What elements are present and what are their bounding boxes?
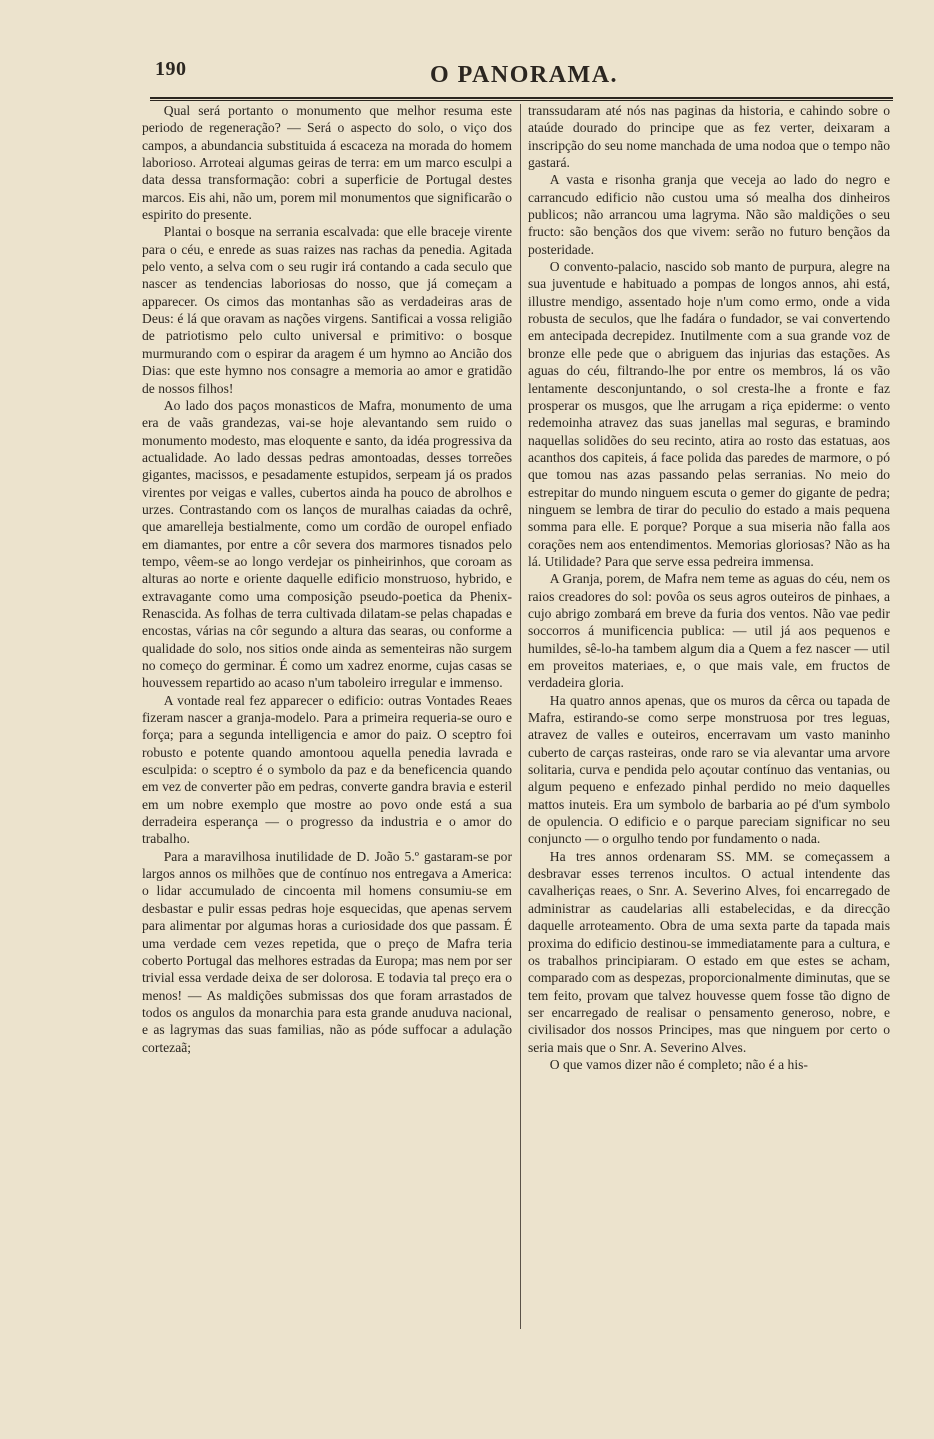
paragraph: A vontade real fez apparecer o edificio: outras Vontades Reaes fizeram nascer a granja-modelo. Para a primeira requeria-se ouro e força; para a segunda intelligencia e amor do paiz. O sceptro foi robusto e potente quando amontoou aquella penedia lavrada e esculpida: o sceptro é o symbolo da paz e da beneficencia quando em vez de converter pão em pedras, converte gandra bravia e esteril em um nobre exemplo que mostre ao povo onde está a sua derradeira esperança — o progresso da industria e o amor do trabalho. (142, 692, 512, 847)
paragraph: Ha tres annos ordenaram SS. MM. se começassem a desbravar esses terrenos incultos. O actual intendente das cavalheriças reaes, o Snr. A. Severino Alves, foi encarregado de administrar as caudelarias alli estabelecidas, e da direcção daquelle arroteamento. Obra de uma sexta parte da tapada mais proxima do edificio destinou-se immediatamente para a cultura, e os trabalhos principiaram. O estado em que estes se acham, comparado com as despezas, proporcionalmente diminutas, que se tem feito, provam que talvez houvesse quem fosse tão digno de ser encarregado de realisar o pensamento generoso, nobre, e civilisador dos nossos Principes, mas que ninguem por certo o seria mais que o Snr. A. Severino Alves. (528, 848, 890, 1055)
paragraph: A vasta e risonha granja que veceja ao lado do negro e carrancudo edificio não custou uma só mealha dos dinheiros publicos; não arrancou uma lagryma. Não são maldições o seu fructo: são bençãos dos que vivem: serão no futuro bençãos da posteridade. (528, 172, 890, 257)
header-rule-thin (150, 100, 893, 101)
paragraph: O que vamos dizer não é completo; não é a his- (549, 1056, 808, 1072)
paragraph: Para a maravilhosa inutilidade de D. João 5.º gastaram-se por largos annos os milhões que de contínuo nos entregava a America: o lidar accumulado de cincoenta mil homens consumiu-se em desbastar e pulir essas pedras hoje esquecidas, que apenas servem para alimentar por algumas horas a curiosidade dos que passam. É uma verdade cem vezes repetida, que o preço de Mafra teria coberto Portugal das melhores estradas da Europa; mas nem por ser trivial essa verdade deixa de ser dolorosa. E todavia tal preço era o menos! — As maldições submissas dos que foram arrastados de todos os angulos da monarchia para esta grande anuduva nacional, e as lagrymas das suas familias, não as póde suffocar a adulação cortezaã; (142, 848, 512, 1055)
paragraph: Plantai o bosque na serrania escalvada: que elle braceje virente para o céu, e enrede as suas raizes nas rachas da penedia. Agitada pelo vento, a selva com o seu rugir irá contando a cada seculo que nascer as tendencias laboriosas do nosso, que já começam a apparecer. Os cimos das montanhas são as verdadeiras aras de Deus: é lá que oravam as nações virgens. Santificai a vossa religião de patriotismo pelo culto universal e primitivo: o bosque murmurando com o espirar da aragem é um hymno ao Ancião dos Dias: que este hymno nos consagre a memoria ao amor e gratidão de nossos filhos! (142, 224, 512, 396)
paragraph: A Granja, porem, de Mafra nem teme as aguas do céu, nem os raios creadores do sol: povôa os seus agros outeiros de pinhaes, a cujo abrigo zombará em breve da furia dos ventos. Não vae pedir soccorros á munificencia publica: — util já aos pequenos e humildes, sê-lo-ha tambem algum dia a Quem a fez nascer — util em proveitos materiaes, e, o que mais vale, em fructos de verdadeira gloria. (528, 571, 890, 691)
column-divider (520, 104, 521, 1329)
header-rule-thick (150, 97, 893, 99)
paragraph: Ha quatro annos apenas, que os muros da cêrca ou tapada de Mafra, estirando-se como serpe monstruosa por tres leguas, atravez de valles e outeiros, encerravam um vasto maninho cuberto de carças rasteiras, onde raro se via alevantar uma arvore solitaria, curva e pendida pelo açoutar contínuo das ventanias, ou algum pequeno e enfezado pinhal perdido no meio daquelles mattos inuteis. Era um symbolo de barbaria ao pé d'um symbolo de opulencia. O edificio e o parque pareciam significar no seu conjuncto — o orgulho tendo por fundamento o nada. (528, 692, 890, 847)
right-column (528, 102, 890, 1073)
paragraph: Qual será portanto o monumento que melhor resuma este periodo de regeneração? — Será o aspecto do solo, o viço dos campos, a abundancia substituida á escaceza na morada do homem laborioso. Arroteai algumas geiras de terra: em um marco esculpi a data dessa transformação: cobri a superficie de Portugal destes marcos. Eis ahi, não um, porem mil monumentos que significarão o espirito do presente. (142, 103, 512, 223)
left-column (142, 102, 512, 1056)
paragraph: Ao lado dos paços monasticos de Mafra, monumento de uma era de vaãs grandezas, vai-se hoje alevantando sem ruido o monumento modesto, mas eloquente e santo, da idéa progressiva da actualidade. Ao lado dessas pedras amontoadas, desses torreões gigantes, macissos, e pesadamente estupidos, serpeam já os prados virentes por veigas e valles, cubertos ainda ha pouco de abrolhos e urzes. Contrastando com os lanços de muralhas caiadas da ochrê, que amarelleja bestialmente, como um cordão de ouropel enfiado em diamantes, por entre a côr severa dos marmores tisnados pelo tempo, vêem-se ao longo verdejar os pinheirinhos, que coroam as alturas ao norte e oriente daquelle edificio monstruoso, hybrido, e extravagante como uma composição pseudo-poetica da Phenix-Renascida. As folhas de terra cultivada dilatam-se pelas chapadas e encostas, várias na côr segundo a altura das searas, ou conforme a qualidade do solo, nos sitios onde ainda as sementeiras não surgem no começo do germinar. É como um xadrez enorme, cujas casas se houvessem repartido ao acaso n'um taboleiro irregular e immenso. (142, 397, 512, 691)
paragraph-continued: transsudaram até nós nas paginas da historia, e cahindo sobre o ataúde dourado do principe que as fez verter, deixaram a inscripção do seu nome manchada de uma nodoa que o tempo não gastará. (528, 103, 890, 171)
paragraph: O convento-palacio, nascido sob manto de purpura, alegre na sua juventude e habituado a pompas de longos annos, ahi está, illustre mendigo, assentado hoje n'um como ermo, onde a vida robusta de seculos, que lhe fadára o fundador, se vai convertendo em antecipada decrepidez. Inutilmente com a sua grande voz de bronze elle pede que o abriguem das injurias das estações. As aguas do céu, filtrando-lhe por entre os membros, lá os vão lentamente desconjuntando, o sol cresta-lhe a fronte e faz prosperar os musgos, que lhe arrugam a riça epiderme: o vento redemoinha atravez das suas janellas mal seguras, e bramindo naquellas solidões do seu recinto, atira ao rosto das estatuas, aos acanthos dos capiteis, á face polida das paredes de marmore, o pó que tomou nas azas passando pelas serranias. No meio do estrepitar do mundo ninguem escuta o gemer do gigante de pedra; ninguem se lembra de tirar do peculio do estado a mais pequena somma para elle. E porque? Porque a sua miseria não falla aos corações nem aos entendimentos. Memorias gloriosas? Não as ha lá. Utilidade? Para que serve essa pedreira immensa. (528, 259, 890, 569)
page-number: 190 (155, 58, 187, 80)
masthead-title: O PANORAMA. (430, 62, 619, 88)
